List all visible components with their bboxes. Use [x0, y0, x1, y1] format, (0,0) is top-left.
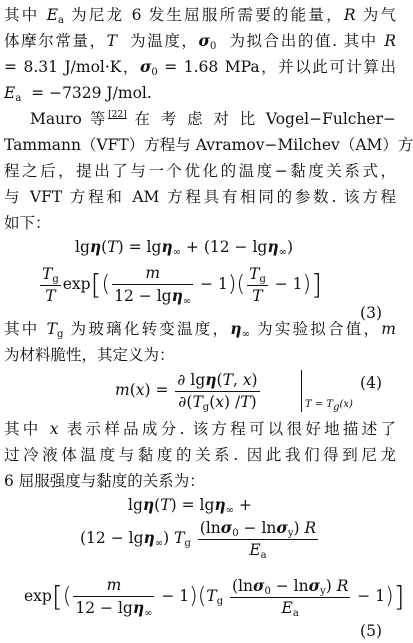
equation-4: m(x) = $\frac{\partial \lg\eta(T, x)}{\partial(T_g(x) /T)}$	[115, 370, 258, 413]
equation-3-line2: $\frac{T_g}{T}$ exp[( $\frac{m}{12 - \lg\eta_\infty}$ − 1)( $\frac{T_g}{T}$ − 1)]	[42, 264, 323, 307]
equation-3-line1: lgη(T) = lgη$_\infty$ + (12 − lgη$_\infty$)	[75, 237, 294, 258]
para2-line3: 程之后，提出了与一个优化的温度−黏度关系式，	[4, 162, 396, 180]
evaluation-bar	[301, 370, 302, 412]
equation-4-number: (4)	[360, 374, 382, 392]
para4-line1: 其中 x 表示样品成分. 该方程可以很好地描述了	[4, 420, 396, 438]
equation-5-line1: lgη(T) = lgη$_\infty$ +	[128, 495, 252, 516]
citation-22[interactable]: [22]	[108, 110, 127, 120]
equation-5-number: (5)	[360, 622, 382, 640]
para2-line2: Tammann（VFT）方程与 Avramov−Milchev（AM）方	[4, 136, 413, 154]
equation-3-number: (3)	[360, 304, 382, 322]
para1-line3: = 8.31 J/mol·K，$\sigma_0 = 1.68$ MPa，并以此可计算出	[4, 57, 396, 78]
para4-line2: 过冷液体温度与黏度的关系. 因此我们得到尼龙	[4, 446, 396, 464]
para2-line1: Mauro 等[22] 在 考 虑 对 比 Vogel−Fulcher−	[30, 110, 397, 128]
equation-5-line3: exp[( $\frac{m}{12 - \lg\eta_\infty}$ − $1)(T_g$ $\frac{(\ln\sigma_0 - \ln\sigma_y) R}{E_a}$ − 1)]	[24, 576, 405, 619]
para3-line2: 为材料脆性，其定义为：	[4, 346, 175, 364]
para3-line1: 其中 $T_g$ 为玻璃化转变温度，$\eta_\infty$ 为实验拟合值，m	[4, 319, 396, 340]
para4-line3: 6 屈服强度与黏度的关系为：	[4, 472, 205, 490]
para2-line4: 与 VFT 方程和 AM 方程具有相同的参数. 该方程	[4, 188, 396, 206]
para2-line5: 如下：	[4, 214, 51, 232]
para1-line4: $E_a = -7329$ J/mol.	[4, 84, 152, 104]
para1-line1: 其中 $E_a$ 为尼龙 6 发生屈服所需要的能量，R 为气	[4, 6, 396, 26]
equation-4-condition: $T = T_g(x)$	[305, 399, 353, 413]
equation-5-line2: (12 − lgη$_\infty$) $T_g$ $\frac{(\ln\sigma_0 - \ln\sigma_y) R}{E_a}$	[80, 518, 317, 561]
para1-line2: 体摩尔常量，T 为温度，$\sigma_0$ 为拟合出的值. 其中 R	[4, 31, 396, 52]
